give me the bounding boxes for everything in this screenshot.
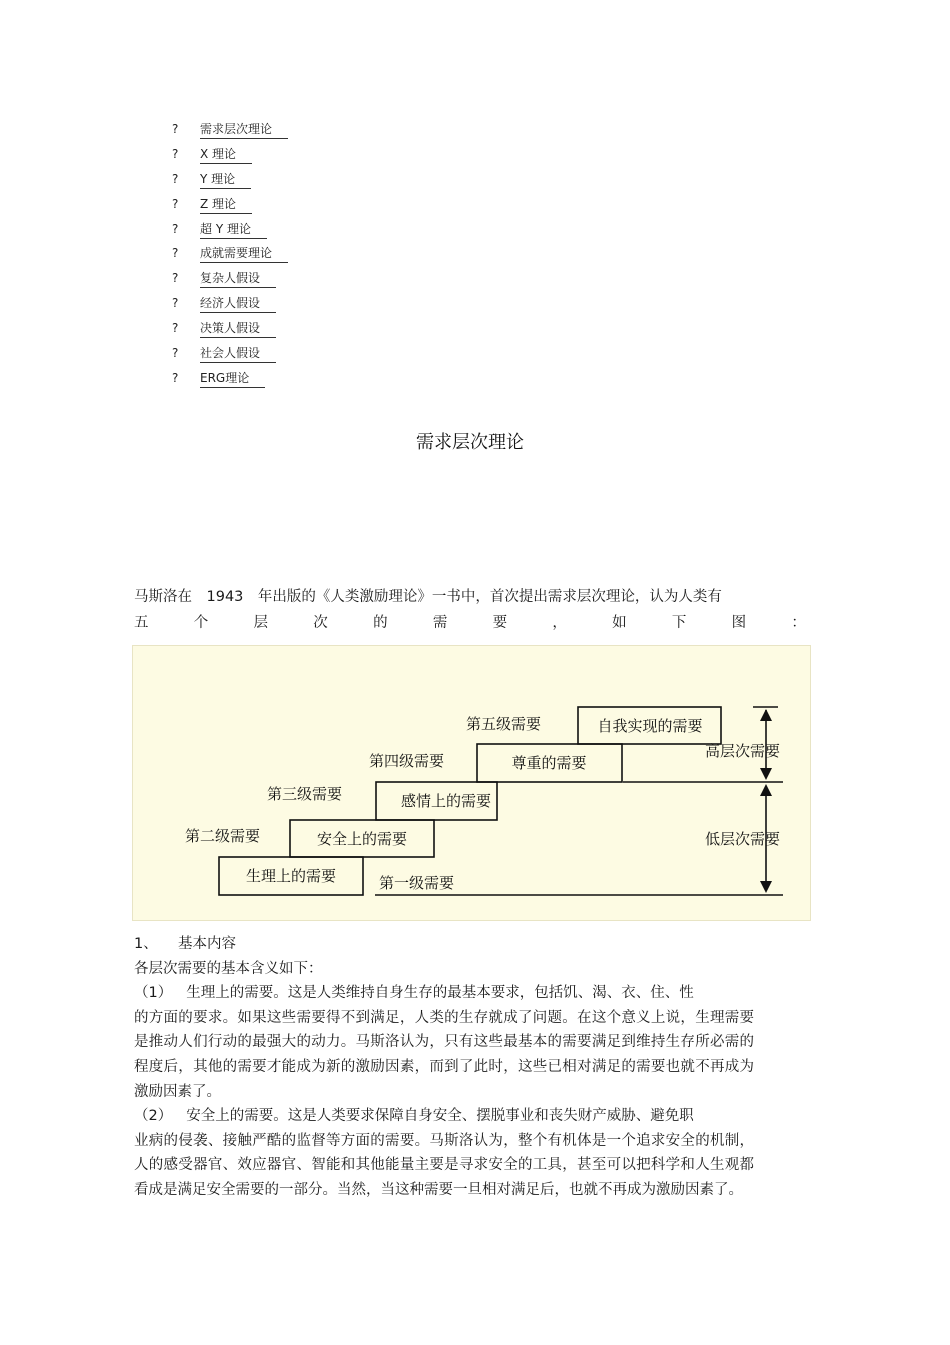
section-lead: 各层次需要的基本含义如下： — [134, 960, 323, 977]
paragraph-number: （2） — [134, 1108, 173, 1125]
toc-link-erg-theory[interactable]: ERG理论 — [200, 371, 265, 388]
toc-link-x-theory[interactable]: X 理论 — [200, 147, 252, 164]
intro-char: ， — [552, 615, 567, 631]
toc-bullet: ? — [172, 296, 179, 311]
intro-line-2 — [134, 611, 806, 632]
toc-item[interactable] — [172, 147, 288, 172]
toc-bullet: ? — [172, 196, 179, 211]
need-label-love: 感情上的需要 — [400, 792, 492, 810]
section-heading — [134, 932, 754, 957]
intro-char: 如 — [612, 615, 627, 631]
toc-bullet: ? — [172, 346, 179, 361]
maslow-staircase-diagram — [132, 645, 811, 921]
level-label-4: 第四级需要 — [369, 752, 445, 770]
high-level-label: 高层次需要 — [705, 742, 781, 760]
toc-bullet: ? — [172, 246, 179, 261]
need-label-safety: 安全上的需要 — [316, 830, 408, 848]
paragraph-first-line: 生理上的需要。这是人类维持自身生存的最基本要求，包括饥、渴、衣、住、性 — [186, 985, 694, 1002]
intro-char: ： — [791, 615, 806, 631]
intro-line-1: 马斯洛在 1943 年出版的《人类激励理论》一书中，首次提出需求层次理论，认为人类有 — [134, 589, 722, 605]
toc-link-decision-man[interactable]: 决策人假设 — [200, 321, 276, 338]
intro-char: 需 — [432, 615, 448, 631]
section-number: 1、 — [134, 936, 158, 952]
intro-char: 个 — [193, 615, 209, 631]
toc-link-need-hierarchy[interactable]: 需求层次理论 — [200, 122, 288, 139]
arrow-up-icon — [760, 709, 772, 721]
toc-item[interactable] — [172, 172, 288, 197]
toc-item[interactable] — [172, 371, 288, 396]
toc-item[interactable] — [172, 222, 288, 247]
arrow-down-icon — [760, 768, 772, 780]
toc-list — [172, 122, 288, 396]
toc-link-y-theory[interactable]: Y 理论 — [200, 172, 251, 189]
paragraph-item-1-rest: 的方面的要求。如果这些需要得不到满足，人类的生存就成了问题。在这个意义上说，生理需要是推动人们行动的最强大的动力。马斯洛认为，只有这些最基本的需要满足到维持生存所必需的程度后，其他的需要才能成为新的激励因素，而到了此时，这些已相对满足的需要也就不再成为激励因素了。 — [134, 1009, 754, 1100]
toc-bullet: ? — [172, 370, 179, 385]
toc-bullet: ? — [172, 271, 179, 286]
intro-char: 下 — [671, 615, 687, 631]
level-label-5: 第五级需要 — [466, 715, 542, 733]
toc-item[interactable] — [172, 246, 288, 271]
arrow-down-icon — [760, 881, 772, 893]
toc-bullet: ? — [172, 122, 179, 136]
toc-link-social-man[interactable]: 社会人假设 — [200, 346, 276, 363]
paragraph-item-2-rest: 业病的侵袭、接触严酷的监督等方面的需要。马斯洛认为，整个有机体是一个追求安全的机制，人的感受器官、效应器官、智能和其他能量主要是寻求安全的工具，甚至可以把科学和人生观都看成是满足安全需要的一部分。当然，当这种需要一旦相对满足后，也就不再成为激励因素了。 — [134, 1132, 754, 1198]
toc-item[interactable] — [172, 296, 288, 321]
level-label-2: 第二级需要 — [185, 827, 261, 845]
need-label-physiological: 生理上的需要 — [245, 867, 337, 885]
toc-bullet: ? — [172, 321, 179, 336]
page-title: 需求层次理论 — [416, 432, 524, 453]
low-level-label: 低层次需要 — [705, 830, 781, 848]
staircase-svg — [133, 646, 810, 920]
toc-link-achievement-theory[interactable]: 成就需要理论 — [200, 246, 288, 263]
intro-char: 层 — [253, 615, 269, 631]
intro-char: 的 — [373, 615, 388, 631]
toc-link-super-y-theory[interactable]: 超 Y 理论 — [200, 222, 267, 239]
intro-char: 要 — [492, 615, 508, 631]
intro-char: 五 — [134, 615, 149, 631]
section-basic-content — [134, 932, 754, 1203]
toc-bullet: ? — [172, 146, 179, 161]
toc-item[interactable] — [172, 197, 288, 222]
toc-bullet: ? — [172, 221, 179, 236]
need-label-esteem: 尊重的需要 — [511, 754, 587, 772]
intro-char: 图 — [731, 615, 747, 631]
level-label-1: 第一级需要 — [379, 874, 455, 892]
paragraph-item-2-first — [134, 1104, 754, 1129]
toc-bullet: ? — [172, 171, 179, 186]
arrow-up-icon — [760, 784, 772, 796]
section-heading-text: 基本内容 — [178, 936, 236, 952]
level-label-3: 第三级需要 — [267, 785, 343, 803]
paragraph-number: （1） — [134, 985, 173, 1002]
paragraph-item-1-first — [134, 981, 754, 1006]
toc-item[interactable] — [172, 321, 288, 346]
toc-link-economic-man[interactable]: 经济人假设 — [200, 296, 276, 313]
toc-link-z-theory[interactable]: Z 理论 — [200, 197, 252, 214]
toc-item[interactable] — [172, 271, 288, 296]
toc-item[interactable] — [172, 346, 288, 371]
intro-char: 次 — [313, 615, 328, 631]
paragraph-first-line: 安全上的需要。这是人类要求保障自身安全、摆脱事业和丧失财产威胁、避免职 — [186, 1108, 694, 1125]
need-label-self-actualization: 自我实现的需要 — [597, 717, 703, 735]
toc-link-complex-man[interactable]: 复杂人假设 — [200, 271, 276, 288]
toc-item[interactable] — [172, 122, 288, 147]
